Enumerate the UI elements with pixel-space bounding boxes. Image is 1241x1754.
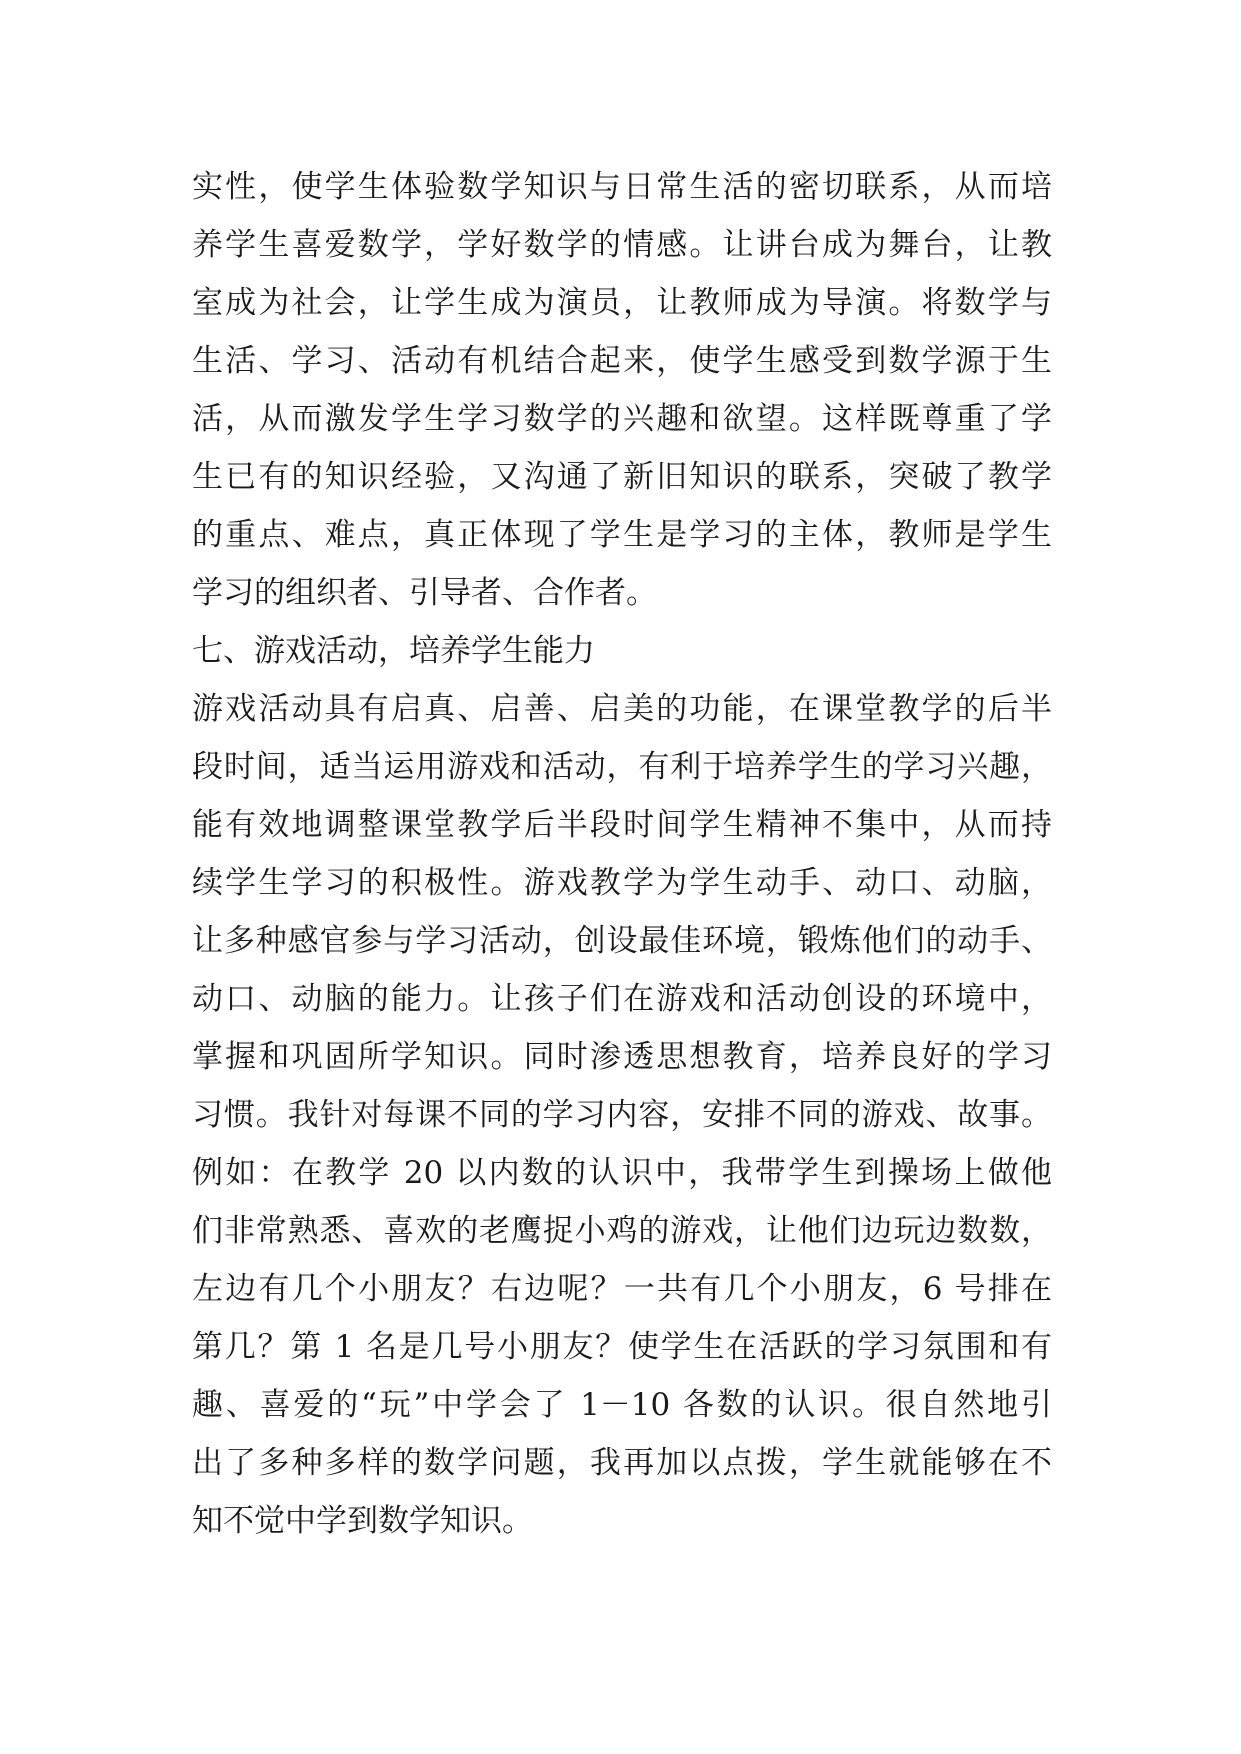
- text-line: 游戏活动具有启真、启善、启美的功能，在课堂教学的后半: [192, 691, 1052, 727]
- text-line: 生活、学习、活动有机结合起来，使学生感受到数学源于生: [192, 343, 1052, 379]
- text-line: 段时间，适当运用游戏和活动，有利于培养学生的学习兴趣，: [192, 749, 1052, 785]
- text-line: 们非常熟悉、喜欢的老鹰捉小鸡的游戏，让他们边玩边数数，: [192, 1213, 1052, 1249]
- text-line: 续学生学习的积极性。游戏教学为学生动手、动口、动脑，: [192, 865, 1052, 901]
- text-line: 知不觉中学到数学知识。: [192, 1503, 533, 1539]
- text-line: 实性，使学生体验数学知识与日常生活的密切联系，从而培: [192, 169, 1052, 205]
- text-line: 室成为社会，让学生成为演员，让教师成为导演。将数学与: [192, 285, 1052, 321]
- body-text: [192, 158, 1052, 1550]
- text-line: 活，从而激发学生学习数学的兴趣和欲望。这样既尊重了学: [192, 401, 1052, 437]
- text-line: 学习的组织者、引导者、合作者。: [192, 575, 657, 611]
- text-line: 掌握和巩固所学知识。同时渗透思想教育，培养良好的学习: [192, 1039, 1052, 1075]
- text-line: 养学生喜爱数学，学好数学的情感。让讲台成为舞台，让教: [192, 227, 1052, 263]
- text-line: 让多种感官参与学习活动，创设最佳环境，锻炼他们的动手、: [192, 923, 1052, 959]
- text-line: 出了多种多样的数学问题，我再加以点拨，学生就能够在不: [192, 1445, 1052, 1481]
- text-line: 趣、喜爱的“玩”中学会了 1－10 各数的认识。很自然地引: [192, 1387, 1052, 1423]
- text-line: 动口、动脑的能力。让孩子们在游戏和活动创设的环境中，: [192, 981, 1052, 1017]
- text-line: 习惯。我针对每课不同的学习内容，安排不同的游戏、故事。: [192, 1097, 1052, 1133]
- text-line: 能有效地调整课堂教学后半段时间学生精神不集中，从而持: [192, 807, 1052, 843]
- section-heading: 七、游戏活动，培养学生能力: [192, 633, 595, 669]
- text-line: 第几？第 1 名是几号小朋友？使学生在活跃的学习氛围和有: [192, 1329, 1052, 1365]
- text-line: 的重点、难点，真正体现了学生是学习的主体，教师是学生: [192, 517, 1052, 553]
- text-line: 例如：在教学 20 以内数的认识中，我带学生到操场上做他: [192, 1155, 1052, 1191]
- text-line: 左边有几个小朋友？右边呢？一共有几个小朋友，6 号排在: [192, 1271, 1052, 1307]
- text-line: 生已有的知识经验，又沟通了新旧知识的联系，突破了教学: [192, 459, 1052, 495]
